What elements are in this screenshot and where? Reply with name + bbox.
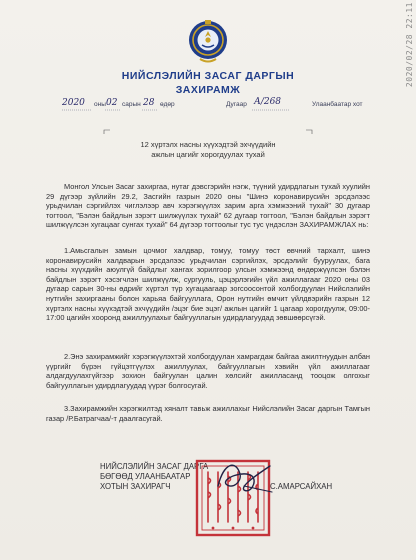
date-month-value: 02	[106, 98, 118, 108]
paragraph-3: 3.Захирамжийн хэрэгжилтэд хяналт тавьж ажиллахыг Нийслэлийн Засаг даргын Тамгын газар /Р.Батрагчаа/-т даалгасугай.	[46, 404, 370, 423]
state-emblem-icon	[188, 18, 228, 64]
subject	[100, 140, 316, 160]
date-day-value: 28	[143, 98, 155, 108]
photo-timestamp: 2020/02/28 22:11	[405, 2, 414, 88]
org-title-line1: НИЙСЛЭЛИЙН ЗАСАГ ДАРГЫН	[121, 70, 295, 82]
date-year-value: 2020	[62, 98, 85, 108]
signatory-name: С.АМАРСАЙХАН	[270, 482, 333, 491]
month-suffix: сарын	[122, 101, 141, 108]
subject-line1: 12 хүртэлх насны хүүхэдтэй эхчүүдийн	[140, 140, 276, 149]
number-label: Дугаар	[226, 101, 247, 108]
subject-line2: ажлын цагийг хорогдуулах тухай	[151, 150, 265, 159]
paragraph-preamble: Монгол Улсын Засаг захиргаа, нутаг дэвсгэрийн нэгж, түүний удирдлагын тухай хуулийн 29 дүгээр зүйлийн 29.2, Засгийн газрын 2020 оны "Шинэ коронавирусийн эрсдэлээс урьдчилан сэргийлэх чиглэлээр авч хэрэгжүүлэх зарим арга хэмжээний тухай" 30 дугаар тогтоол, "Бэлэн байдлын зэрэгт шилжүүлэх тухай" 62 дугаар тогтоол, "Бэлэн байдлын зэрэгт шилжүүлсэн хугацааг сунгах тухай" 64 дүгээр тогтоолыг тус тус үндэслэн ЗАХИРАМЖЛАХ нь:	[46, 182, 370, 230]
signatory-title	[100, 462, 208, 492]
signatory-title-line3: ХОТЫН ЗАХИРАГЧ	[100, 482, 171, 491]
signatory-title-line2: БӨГӨӨД УЛААНБААТАР	[100, 472, 191, 481]
org-title-line2: ЗАХИРАМЖ	[175, 84, 241, 96]
city-label: Улаанбаатар хот	[312, 101, 363, 108]
signatory-title-line1: НИЙСЛЭЛИЙН ЗАСАГ ДАРГА	[100, 462, 209, 471]
number-value: А/268	[254, 97, 282, 107]
paragraph-2: 2.Энэ захирамжийг хэрэгжүүлэхтэй холбогдуулан хамрагдаж байгаа ажилтнуудын албан үүргийг бүрэн гүйцэтгүүлэх ажиллуулах, байгууллагын хэвийн үйл ажиллагааг алдагдуулахгүйгээр зохион байгуулан цалин хөлсийг ажилласанд тооцож олгохыг байгууллагын удирдлагуудад үүрэг болгосугай.	[46, 352, 370, 390]
year-suffix: оны	[94, 101, 106, 108]
day-suffix: өдөр	[160, 101, 175, 108]
handwritten-signature-icon	[214, 456, 276, 502]
paragraph-1: 1.Амьсгалын замын цочмог халдвар, томуу, томуу төст өвчний тархалт, шинэ коронавирусийн халдварын эрсдэлээс урьдчилан сэргийлэх, эрсдэлийг бууруулах, бага насны хүүхдийн аюулгүй байдлыг хангах зорилгоор улсын хэмжээнд өндөржүүлсэн бэлэн байдлын зэрэгт хэсэгчлэн шилжүүлж, сургууль, цэцэрлэгийн үйл ажиллагааг 2020 оны 03 дугаар сарын 30-ны өдрийг хүртэл түр хугацаагаар зогсоосонтой холбогдуулан Нийслэлийн нутгийн захиргааны болон харьяа байгууллага, Орон нутгийн өмчит үйлдвэрийн газрын 12 хүртэлх насны хүүхэдтэй эхчүүдийн /эцэг бие эцэг/ ажлын цагийг 1 цагаар хорогдуулж, 09:00-17:00 цагийн хооронд ажиллуулахыг байгууллагын удирдлагуудад зөвшөөрсүгэй.	[46, 246, 370, 323]
